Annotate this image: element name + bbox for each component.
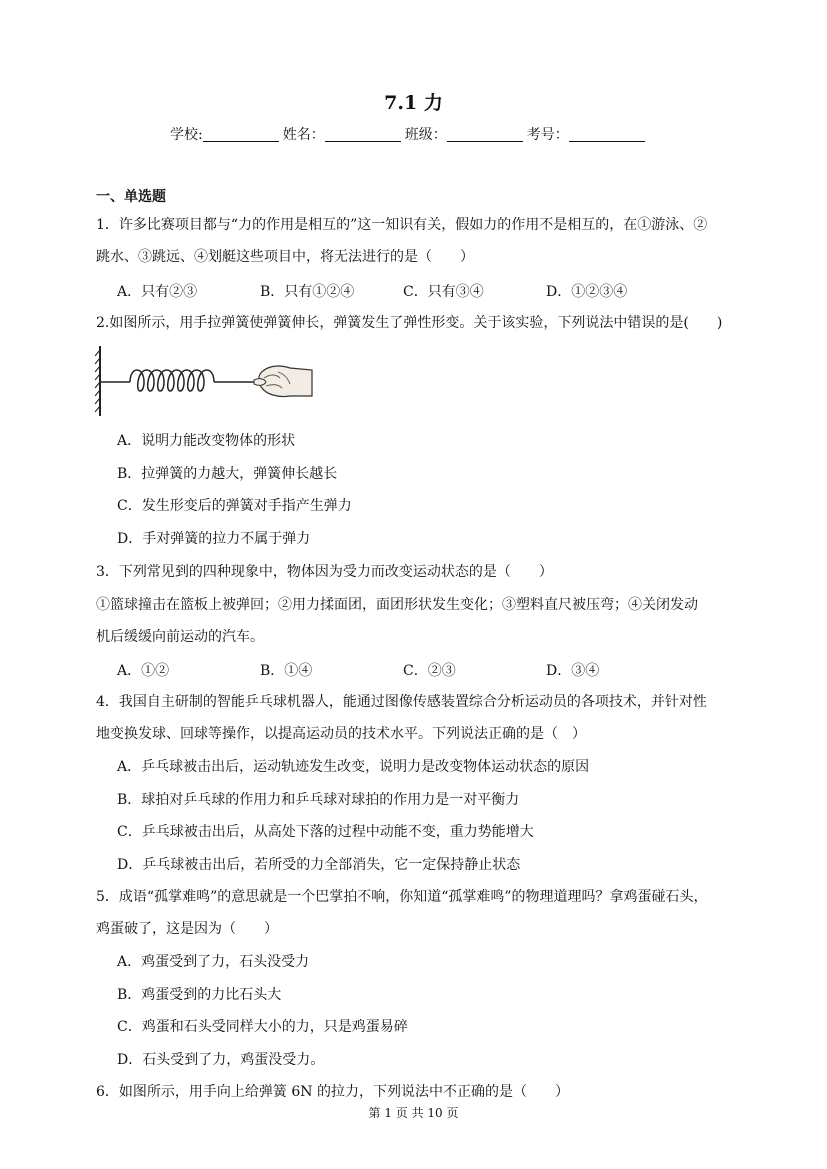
- page-title: 7.1 力: [384, 92, 443, 114]
- q3-stem-line3: 机后缓缓向前运动的汽车。: [96, 629, 264, 645]
- q1-option-a[interactable]: A．只有②③: [117, 284, 198, 300]
- q4-option-b[interactable]: B．球拍对乒乓球的作用力和乒乓球对球拍的作用力是一对平衡力: [117, 792, 520, 808]
- q4-stem-line2: 地变换发球、回球等操作，以提高运动员的技术水平。下列说法正确的是（ ）: [96, 726, 586, 742]
- q3-option-d[interactable]: D．③④: [546, 663, 600, 679]
- q2-option-a[interactable]: A．说明力能改变物体的形状: [117, 433, 296, 449]
- q1-option-b[interactable]: B．只有①②④: [260, 284, 355, 300]
- exam-no-label: 考号：: [526, 127, 569, 143]
- q4-option-c[interactable]: C．乒乓球被击出后，从高处下落的过程中动能不变，重力势能增大: [117, 824, 534, 840]
- q4-option-a[interactable]: A．乒乓球被击出后，运动轨迹发生改变，说明力是改变物体运动状态的原因: [117, 759, 590, 775]
- q2-option-c[interactable]: C．发生形变后的弹簧对手指产生弹力: [117, 498, 352, 514]
- class-blank[interactable]: [447, 126, 523, 142]
- school-blank[interactable]: [203, 126, 279, 142]
- q4-option-d[interactable]: D．乒乓球被击出后，若所受的力全部消失，它一定保持静止状态: [117, 857, 521, 873]
- q1-option-c[interactable]: C．只有③④: [403, 284, 484, 300]
- q5-stem-line1: 5．成语“孤掌难鸣”的意思就是一个巴掌拍不响，你知道“孤掌难鸣”的物理道理吗？拿鸡蛋碰石头，: [96, 889, 708, 905]
- q1-options: [117, 281, 627, 301]
- q3-option-a[interactable]: A．①②: [117, 663, 170, 679]
- q1-stem-line1: 1．许多比赛项目都与“力的作用是相互的”这一知识有关，假如力的作用不是相互的，在①游泳、②: [96, 217, 708, 233]
- school-label: 学校:: [170, 127, 203, 143]
- q3-options: [117, 660, 599, 680]
- q3-option-c[interactable]: C．②③: [403, 663, 456, 679]
- q3-stem-line2: ①篮球撞击在篮板上被弹回；②用力揉面团，面团形状发生变化；③塑料直尺被压弯；④关闭发动: [96, 597, 698, 613]
- q1-stem-line2: 跳水、③跳远、④划艇这些项目中，将无法进行的是（ ）: [96, 249, 474, 265]
- q5-option-b[interactable]: B．鸡蛋受到的力比石头大: [117, 987, 282, 1003]
- q2-option-b[interactable]: B．拉弹簧的力越大，弹簧伸长越长: [117, 466, 338, 482]
- class-label: 班级：: [404, 127, 447, 143]
- q5-stem-line2: 鸡蛋破了，这是因为（ ）: [96, 921, 278, 937]
- q2-option-d[interactable]: D．手对弹簧的拉力不属于弹力: [117, 531, 311, 547]
- q4-stem-line1: 4．我国自主研制的智能乒乓球机器人，能通过图像传感装置综合分析运动员的各项技术，并针对性: [96, 694, 707, 710]
- q1-option-d[interactable]: D．①②③④: [546, 284, 628, 300]
- q3-option-b[interactable]: B．①④: [260, 663, 313, 679]
- q2-stem: 2.如图所示，用手拉弹簧使弹簧伸长，弹簧发生了弹性形变。关于该实验，下列说法中错误的是( ): [96, 315, 723, 331]
- q5-option-a[interactable]: A．鸡蛋受到了力，石头没受力: [117, 954, 310, 970]
- q5-option-d[interactable]: D．石头受到了力，鸡蛋没受力。: [117, 1052, 325, 1068]
- student-info-row: [170, 124, 649, 144]
- q3-stem-line1: 3．下列常见到的四种现象中，物体因为受力而改变运动状态的是（ ）: [96, 564, 553, 580]
- name-label: 姓名：: [282, 127, 325, 143]
- name-blank[interactable]: [325, 126, 401, 142]
- exam-no-blank[interactable]: [569, 126, 645, 142]
- q5-option-c[interactable]: C．鸡蛋和石头受同样大小的力，只是鸡蛋易碎: [117, 1019, 408, 1035]
- section-heading: 一、单选题: [96, 189, 166, 205]
- spring-hand-figure: [94, 344, 316, 420]
- q6-stem: 6．如图所示，用手向上给弹簧 6N 的拉力，下列说法中不正确的是（ ）: [96, 1084, 569, 1100]
- page-footer: 第 1 页 共 10 页: [368, 1106, 459, 1120]
